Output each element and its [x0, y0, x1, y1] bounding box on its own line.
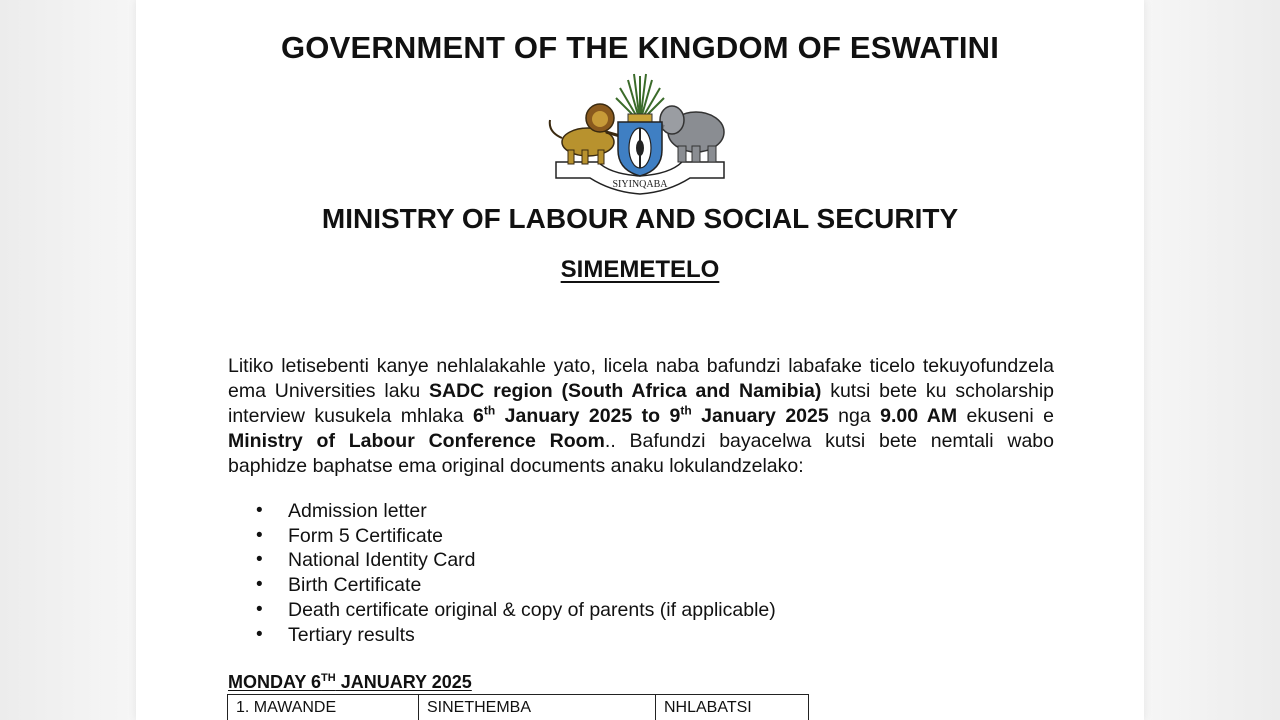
schedule-day-heading	[228, 672, 472, 693]
left-margin-background	[0, 0, 136, 720]
list-item: • Form 5 Certificate	[254, 524, 776, 549]
list-item: • Death certificate original & copy of parents (if applicable)	[254, 598, 776, 623]
table-cell-middle-name: SINETHEMBA	[419, 695, 656, 720]
required-documents-list	[254, 499, 776, 647]
document-page	[136, 0, 1144, 720]
coat-of-arms-icon	[540, 66, 740, 202]
region-emphasis: SADC region (South Africa and Namibia)	[429, 380, 822, 402]
list-item: • Birth Certificate	[254, 573, 776, 598]
date-superscript: th	[483, 403, 496, 418]
government-title: GOVERNMENT OF THE KINGDOM OF ESWATINI	[280, 30, 1000, 65]
interview-venue: Ministry of Labour Conference Room	[228, 430, 605, 452]
crest-motto: SIYINQABA	[612, 179, 668, 190]
list-item: • Tertiary results	[254, 623, 776, 648]
body-text-part: Litiko letisebenti kanye nehlalakahle yato, licela naba bafundzi labafake ticelo tekuyofundzela ema Universities laku	[228, 355, 1054, 402]
body-text-part: .. Bafundzi bayacelwa kutsi bete nemtali wabo baphidze baphatse ema original documents anaku lokulandzelako:	[228, 430, 1054, 477]
list-item: • National Identity Card	[254, 548, 776, 573]
ministry-title: MINISTRY OF LABOUR AND SOCIAL SECURITY	[321, 203, 959, 234]
date-end: January 2025	[691, 405, 829, 427]
schedule-table	[227, 694, 809, 720]
date-middle: January 2025 to 9	[495, 405, 681, 427]
body-text-part: nga	[828, 405, 881, 427]
right-margin-background	[1144, 0, 1280, 720]
body-text-part: ekuseni e	[957, 405, 1054, 427]
table-cell-first-name-number: 1. MAWANDE	[228, 695, 419, 720]
day-heading-superscript: TH	[321, 672, 336, 684]
date-superscript: th	[680, 403, 692, 418]
interview-dates	[473, 405, 829, 427]
day-heading-suffix: JANUARY 2025	[335, 672, 472, 692]
notice-body-paragraph	[228, 354, 1054, 479]
table-row	[228, 695, 809, 720]
day-heading-prefix: MONDAY 6	[228, 672, 322, 692]
date-start-day: 6	[473, 405, 484, 427]
list-item: • Admission letter	[254, 499, 776, 524]
table-cell-surname: NHLABATSI	[656, 695, 809, 720]
notice-heading: SIMEMETELO	[560, 256, 720, 283]
interview-time: 9.00 AM	[880, 405, 958, 427]
body-text-part: kutsi bete ku scholarship interview kusukela mhlaka	[228, 380, 1054, 427]
